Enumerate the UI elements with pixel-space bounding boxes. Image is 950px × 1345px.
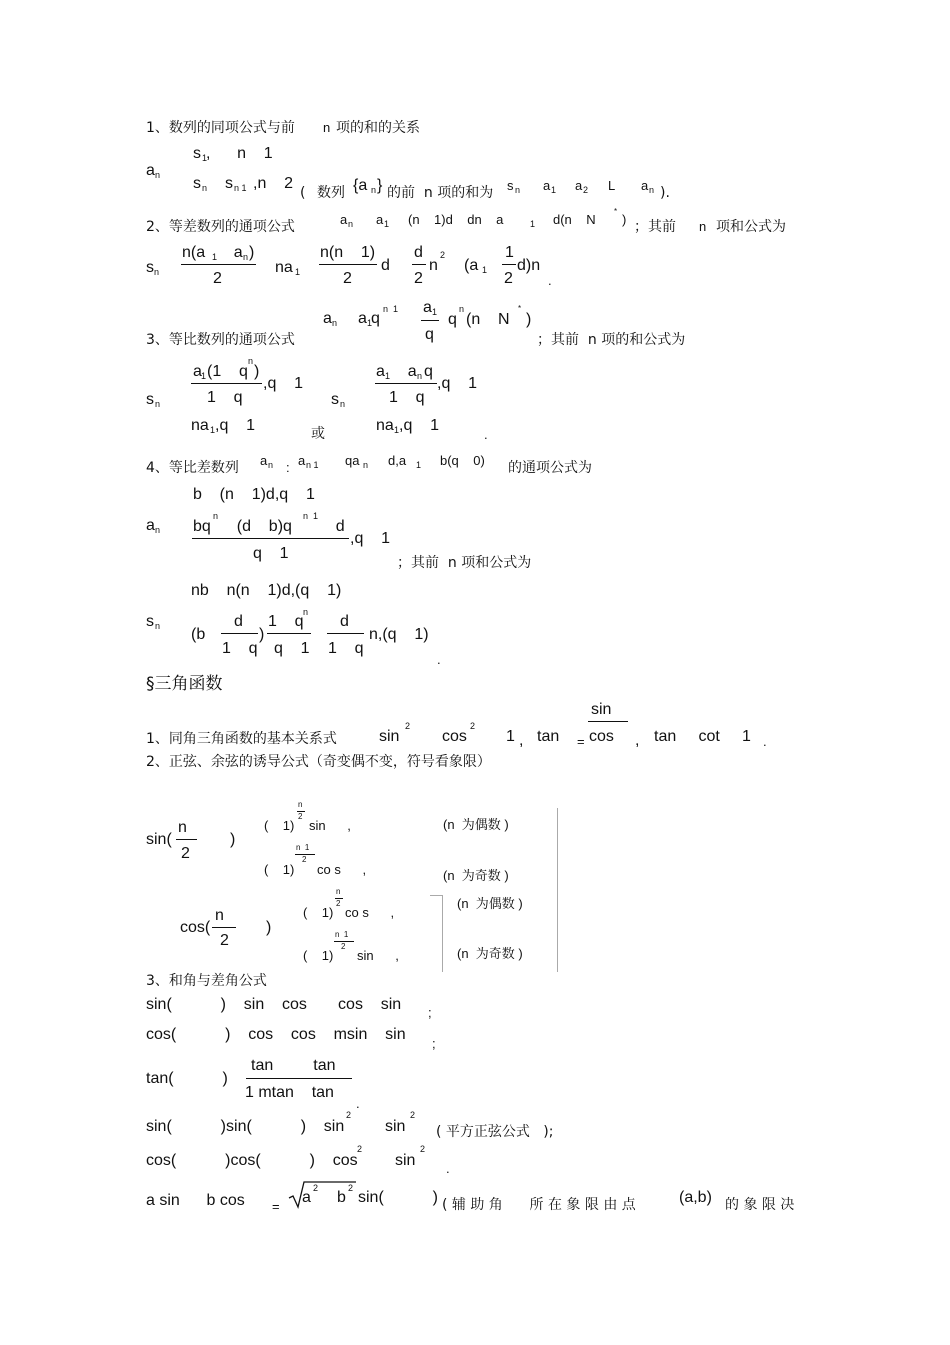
sum-tan-bar: [246, 1078, 352, 1079]
trig-1-comma: ,: [519, 732, 524, 749]
s1-an-sub: n: [155, 170, 161, 180]
s1-an: a: [146, 162, 155, 179]
sin-c1-note: (n 为偶数 ): [443, 817, 509, 832]
s3-sn1: s: [146, 391, 154, 408]
s4-row2-b: (b: [191, 626, 206, 643]
s4-an-sub: n: [268, 460, 274, 470]
sin-c1-a: ( 1): [264, 818, 295, 833]
s2-frac3-den: 2: [414, 270, 423, 287]
s2-formula-tail: d(n N: [553, 212, 596, 227]
trig-1-frac-den: cos: [589, 728, 614, 745]
sq-cos-b: sin: [395, 1152, 416, 1169]
s4-lhs-sub: n: [155, 525, 161, 535]
s3-fa-num-sup: n: [248, 356, 254, 366]
trig-1-sup: 2: [405, 721, 411, 731]
s2-tail: 项和公式为: [716, 219, 786, 235]
s1-sum-a2: a: [575, 178, 583, 193]
s3-row2: na: [191, 417, 209, 434]
trig-1-cos: cos: [442, 728, 467, 745]
s2-dot: .: [548, 273, 552, 288]
s2-frac2-den: 2: [343, 270, 352, 287]
s3-fa-num-sub: 1: [201, 371, 207, 381]
trig-2-divider-right: [557, 808, 558, 972]
s4-f2-num: 1 q: [268, 613, 304, 630]
trig-1-title: 1、同角三角函数的基本关系式: [146, 731, 337, 747]
s4-case1: b (n 1)d,q 1: [193, 486, 315, 503]
s3-fa-bar: [191, 383, 262, 384]
s2-frac1-bar: [181, 264, 256, 265]
trig-2-divider-tick: [430, 895, 442, 896]
s4-frac-num: bq: [193, 518, 211, 535]
s2-na1-sub: 1: [295, 267, 301, 277]
s4-an: a: [260, 453, 268, 468]
aux-note: ( 辅 助 角 所 在 象 限 由 点: [442, 1197, 636, 1213]
s4-an1: a: [298, 453, 306, 468]
s1-sum-an-sub: n: [649, 185, 655, 195]
s1-case2-sub: n: [202, 183, 208, 193]
s4-f1-den: 1 q: [222, 640, 258, 657]
trig-heading: §三角函数: [146, 674, 223, 694]
sq-cos-sup: 2: [357, 1144, 363, 1154]
s4-paren-close: ): [259, 626, 265, 643]
s2-title: 2、等差数列的通项公式: [146, 219, 295, 235]
s4-rest3: b(q 0): [440, 453, 485, 468]
s3-fb-num: a: [376, 363, 385, 380]
s1-note-open: (: [300, 185, 306, 201]
aux-sin: sin( ): [358, 1189, 439, 1206]
s3-an-sub: n: [332, 318, 338, 328]
sq-cos: cos( )cos( ) cos: [146, 1152, 358, 1169]
cos-close: ): [266, 919, 272, 936]
sq-sin-sup: 2: [346, 1110, 352, 1120]
s3-fa-num: a: [193, 363, 202, 380]
sq-sin-b: sin: [385, 1118, 406, 1135]
s3-fb-num-sub2: n: [417, 371, 423, 381]
s2-frac3-num: d: [414, 244, 423, 261]
sum-sin: sin( ) sin cos cos sin: [146, 996, 402, 1013]
s3-title: 3、等比数列的通项公式: [146, 332, 295, 348]
s3-row2b-sub: 1: [394, 425, 400, 435]
s1-sum-sub: n: [515, 185, 521, 195]
sin-c1-fn: sin ,: [309, 818, 351, 833]
s3-fb-bar: [375, 383, 437, 384]
s3-frac-den: q: [425, 326, 434, 343]
s1-case1: s: [193, 145, 201, 162]
s3-or: 或: [311, 426, 325, 442]
s4-frac-cond: ,q 1: [350, 530, 391, 547]
trig-1-tancot: tan cot 1: [654, 728, 751, 745]
cos-c2-exp-num: n 1: [335, 930, 349, 939]
cos-c2-fn: sin ,: [357, 948, 399, 963]
s1-sum-a2-sub: 2: [583, 185, 589, 195]
aux-sqrt-b: b: [337, 1189, 346, 1206]
s2-formula-a1: a: [376, 212, 384, 227]
s3-fb-num-end: q: [424, 363, 433, 380]
s3-frac-num-sub: 1: [432, 307, 438, 317]
s3-fa-den: 1 q: [207, 389, 243, 406]
s2-formula-an: a: [340, 212, 348, 227]
s3-row2b-cond: ,q 1: [399, 417, 440, 434]
aux-point: (a,b): [679, 1189, 712, 1206]
s4-semi: ；其前 n 项和公式为: [397, 555, 532, 571]
s2-sn: s: [146, 259, 154, 276]
s1-sum-L: L: [608, 178, 616, 193]
s2-frac2-bar: [319, 264, 377, 265]
s3-close: ): [526, 311, 532, 328]
sin-lhs: sin(: [146, 831, 172, 848]
trig-1-tan: tan: [537, 728, 560, 745]
s4-f2-num-sup: n: [303, 607, 309, 617]
sq-sin-bsup: 2: [410, 1110, 416, 1120]
s3-qn-sup: n: [459, 304, 465, 314]
s4-f1-num: d: [234, 613, 243, 630]
s3-fb-den: 1 q: [389, 389, 425, 406]
aux-sup2: 2: [348, 1183, 354, 1193]
s4-rest-sub: n: [363, 460, 369, 470]
s2-formula-mid-sub: 1: [530, 219, 536, 229]
aux-sup1: 2: [313, 1183, 319, 1193]
s2-sn-sub: n: [154, 267, 160, 277]
trig-1-eq: =: [577, 734, 585, 749]
s2-frac2-num: n(n 1): [320, 244, 376, 261]
s4-frac-den: q 1: [253, 545, 289, 562]
sum-tan-den: 1 mtan tan: [245, 1084, 334, 1101]
s2-formula-a1-sub: 1: [384, 219, 390, 229]
s3-fa-num-close: ): [254, 363, 260, 380]
trig-1-one: 1: [506, 728, 515, 745]
trig-2-divider-left: [442, 895, 443, 972]
s4-rest2: d,a: [388, 453, 407, 468]
s3-frac-bar: [421, 320, 439, 321]
cos-frac-den: 2: [220, 932, 229, 949]
trig-1-frac-num: sin: [591, 701, 612, 718]
s4-frac-bar: [192, 538, 349, 539]
s2-paren: (a: [464, 257, 479, 274]
trig-3-title: 3、和角与差角公式: [146, 973, 267, 989]
cos-c2-note: (n 为奇数 ): [457, 946, 523, 961]
s3-dot: .: [484, 427, 488, 442]
s2-na1: na: [275, 259, 293, 276]
s4-f3-num: d: [340, 613, 349, 630]
s2-n2: n: [429, 257, 438, 274]
s1-sum-an: a: [641, 178, 649, 193]
s3-fa-cond: ,q 1: [263, 375, 304, 392]
s3-fb-cond: ,q 1: [437, 375, 478, 392]
aux-lhs: a sin b cos: [146, 1192, 245, 1209]
s2-frac4-den: 2: [504, 270, 513, 287]
sq-cos-bsup: 2: [420, 1144, 426, 1154]
s3-q: q: [371, 310, 380, 327]
s3-fb-num-mid: a: [390, 363, 417, 380]
sin-c2-a: ( 1): [264, 862, 295, 877]
s3-sn2-sub: n: [340, 399, 346, 409]
trig-1-sup2: 2: [470, 721, 476, 731]
s3-row2-sub: 1: [210, 425, 216, 435]
sin-c2-fn: co s ,: [317, 862, 367, 877]
s4-colon: :: [286, 460, 290, 475]
s1-case2-b: s: [225, 175, 233, 192]
sin-c2-note: (n 为奇数 ): [443, 868, 509, 883]
cos-frac-num: n: [215, 907, 224, 924]
s1-brace: {a: [353, 177, 368, 194]
s4-f2-bar: [267, 633, 311, 634]
aux-eq: =: [272, 1199, 280, 1214]
s3-sn1-sub: n: [155, 399, 161, 409]
s1-brace-sub: n: [371, 185, 377, 195]
s4-f1-bar: [221, 633, 258, 634]
s3-fb-num-sub: 1: [385, 371, 391, 381]
s1-sum: s: [507, 178, 514, 193]
s1-note: 数列: [317, 185, 345, 201]
s3-frac-num: a: [423, 299, 432, 316]
s3-a1q: a: [358, 310, 367, 327]
cos-c1-exp-den: 2: [336, 899, 341, 908]
s1-case1-tail: , n 1: [206, 145, 273, 162]
cos-c1-note: (n 为偶数 ): [457, 896, 523, 911]
s2-frac1-num-sn: n: [243, 252, 249, 262]
s1-case2: s: [193, 175, 201, 192]
s1-note2: 的前 n 项的和为: [387, 185, 494, 201]
cos-c1-fn: co s ,: [345, 905, 395, 920]
s4-f2-den: q 1: [274, 640, 310, 657]
sin-frac-num: n: [178, 819, 187, 836]
s3-sn2: s: [331, 391, 339, 408]
s4-f3-den: 1 q: [328, 640, 364, 657]
s1-case2-tail: ,n 2: [253, 175, 294, 192]
trig-1-comma2: ,: [635, 732, 640, 749]
s3-row2-cond: ,q 1: [215, 417, 256, 434]
sum-sin-end: ;: [428, 1005, 432, 1020]
s2-dn: d)n: [517, 257, 541, 274]
s3-q-sup: n 1: [383, 304, 399, 314]
s2-frac3-bar: [412, 264, 426, 265]
s2-semi: ；其前: [634, 219, 676, 235]
s3-a1q-sub: 1: [367, 318, 373, 328]
s1-sum-a1: a: [543, 178, 551, 193]
s4-row1: nb n(n 1)d,(q 1): [191, 582, 342, 599]
s4-dot: .: [437, 652, 441, 667]
s3-qn: q: [448, 311, 457, 328]
cos-c2-a: ( 1): [303, 948, 334, 963]
s2-frac1-num-mid: a: [216, 244, 243, 261]
sq-cos-dot: .: [446, 1161, 450, 1176]
sin-c2-exp-den: 2: [302, 855, 307, 864]
s2-frac4-num: 1: [505, 244, 514, 261]
s3-an: a: [323, 310, 332, 327]
trig-1-sin: sin: [379, 728, 400, 745]
s4-f3-bar: [327, 633, 364, 634]
s2-frac1-den: 2: [213, 270, 222, 287]
s2-formula-mid: (n 1)d dn a: [408, 212, 504, 227]
cos-c1-a: ( 1): [303, 905, 334, 920]
trig-2-title: 2、正弦、余弦的诱导公式（奇变偶不变，符号看象限）: [146, 754, 491, 770]
s4-lhs: a: [146, 517, 155, 534]
sin-frac-bar: [176, 839, 197, 840]
s4-row2-tail: n,(q 1): [369, 626, 429, 643]
sin-frac-den: 2: [181, 845, 190, 862]
s4-rest2-sub: 1: [416, 460, 422, 470]
s1-close: ).: [660, 185, 670, 201]
trig-1-dot: .: [763, 734, 767, 749]
s2-frac1-num-end: ): [249, 244, 255, 261]
sq-sin-note: ( 平方正弦公式 );: [436, 1124, 554, 1140]
s3-qn-tail: (n N: [466, 311, 510, 328]
s4-sn: s: [146, 613, 154, 630]
aux-note2: 的 象 限 决: [725, 1197, 795, 1213]
sum-cos: cos( ) cos cos msin sin: [146, 1026, 406, 1043]
sum-tan: tan( ): [146, 1070, 228, 1087]
s2-d: d: [381, 257, 390, 274]
s4-an1-sub: n 1: [306, 460, 319, 470]
cos-lhs: cos(: [180, 919, 211, 936]
s4-frac-num-sup: n: [213, 511, 219, 521]
s4-title: 4、等比差数列: [146, 460, 239, 476]
s3-fa-num-tail: (1 q: [207, 363, 248, 380]
sum-tan-dot: .: [356, 1096, 360, 1111]
s4-frac-num-sup2: n 1: [303, 511, 319, 521]
s1-title: 1、数列的同项公式与前: [146, 120, 295, 136]
s3-row2b: na: [376, 417, 394, 434]
s2-formula-close: ): [622, 212, 627, 227]
s2-n2-sup: 2: [440, 250, 446, 260]
s2-formula-star: *: [614, 207, 618, 216]
s2-frac4-bar: [502, 264, 516, 265]
cos-c1-exp-num: n: [336, 887, 341, 896]
s3-star: *: [518, 304, 522, 313]
s2-frac1-num: n(a: [182, 244, 206, 261]
s1-sum-a1-sub: 1: [551, 185, 557, 195]
s4-rest: qa: [345, 453, 360, 468]
s4-frac-num-end: d: [318, 518, 345, 535]
s1-brace-close: }: [377, 177, 383, 194]
aux-sqrt-a: a: [302, 1189, 311, 1206]
s2-paren-sub: 1: [482, 265, 488, 275]
sum-tan-num: tan tan: [251, 1057, 336, 1074]
sq-sin: sin( )sin( ) sin: [146, 1118, 345, 1135]
s2-frac1-num-s1: 1: [212, 252, 218, 262]
sin-c1-exp-num: n: [298, 800, 303, 809]
sin-c1-exp-den: 2: [298, 812, 303, 821]
cos-frac-bar: [212, 927, 236, 928]
s1-title-tail: 项的和的关系: [336, 120, 420, 136]
s3-semi: ；其前 n 项的和公式为: [537, 332, 686, 348]
s1-case1-sub: 1: [202, 153, 208, 163]
s2-formula-an-sub: n: [348, 219, 354, 229]
sin-c2-exp-num: n 1: [296, 843, 310, 852]
s4-tail: 的通项公式为: [508, 460, 592, 476]
cos-c2-exp-den: 2: [341, 942, 346, 951]
sin-close: ): [230, 831, 236, 848]
s4-sn-sub: n: [155, 621, 161, 631]
s1-case2-bsub: n 1: [234, 183, 247, 193]
trig-1-frac-bar: [588, 721, 628, 722]
s1-title-n: n: [323, 120, 331, 135]
s4-frac-num-mid: (d b)q: [219, 518, 292, 535]
s2-n: n: [699, 219, 707, 234]
sum-cos-end: ;: [432, 1036, 436, 1051]
